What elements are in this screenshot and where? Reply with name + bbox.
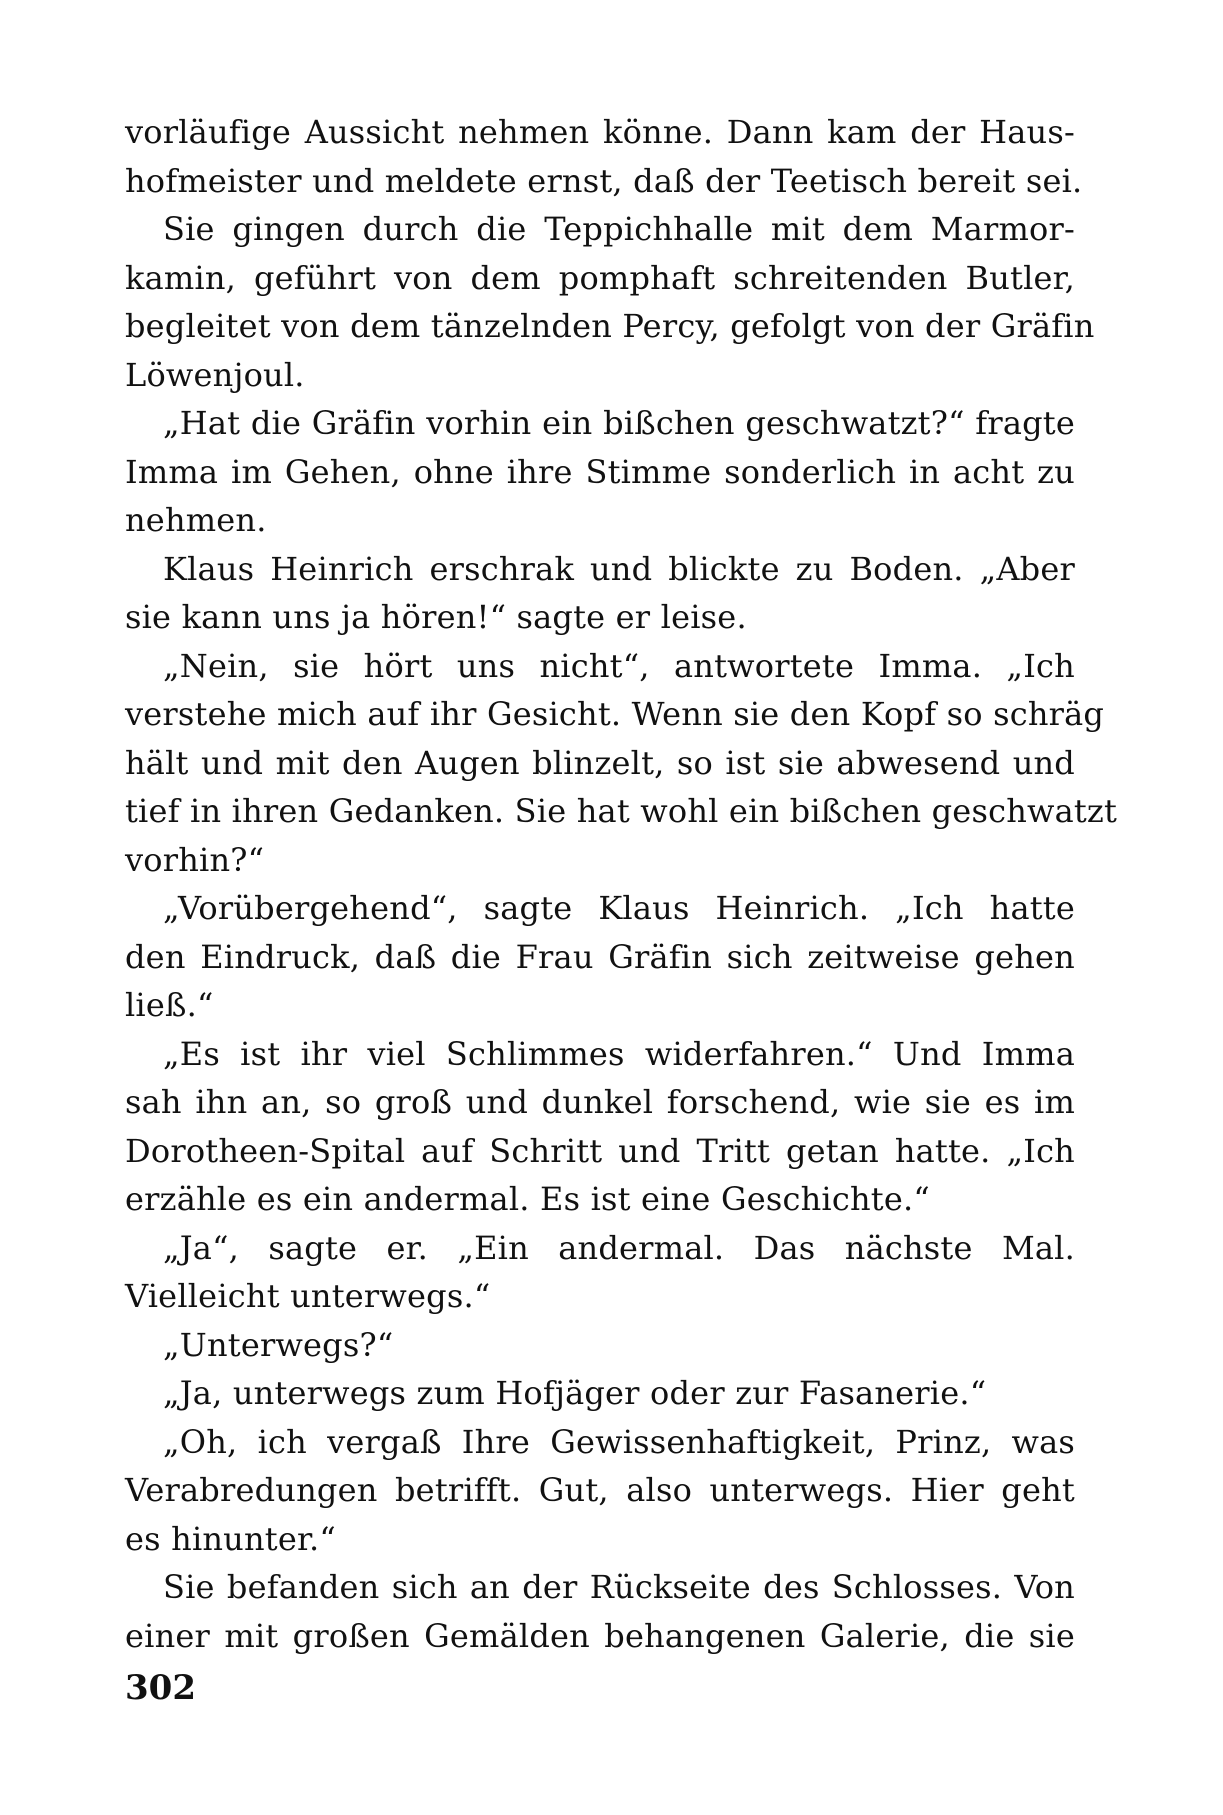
text-line: „Ja, unterwegs zum Hofjäger oder zur Fasanerie.“ [163,1374,987,1412]
text-line: nehmen. [125,501,267,539]
text-line: „Ja“, sagte er. „Ein andermal. Das nächste Mal. [163,1228,1075,1267]
text-line: Vielleicht unterwegs.“ [125,1277,491,1315]
text-line: ließ.“ [125,986,214,1024]
page-body [125,108,1118,1660]
text-line: Imma im Gehen, ohne ihre Stimme sonderlich in acht zu [125,452,1075,491]
text-line: den Eindruck, daß die Frau Gräfin sich zeitweise gehen [125,937,1075,976]
text-line: Dorotheen-Spital auf Schritt und Tritt getan hatte. „Ich [125,1131,1075,1170]
text-line: „Hat die Gräfin vorhin ein bißchen geschwatzt?“ fragte [163,404,1075,442]
text-line: sah ihn an, so groß und dunkel forschend, wie sie es im [125,1083,1075,1121]
text-line: „Nein, sie hört uns nicht“, antwortete Imma. „Ich [163,646,1075,685]
text-line: tief in ihren Gedanken. Sie hat wohl ein bißchen geschwatzt [125,792,1118,830]
text-line: kamin, geführt von dem pomphaft schreitenden Butler, [125,258,1075,297]
text-line: Verabredungen betrifft. Gut, also unterwegs. Hier geht [125,1471,1075,1509]
text-line: Klaus Heinrich erschrak und blickte zu Boden. „Aber [163,549,1075,588]
text-line: „Unterwegs?“ [163,1325,394,1364]
text-line: „Oh, ich vergaß Ihre Gewissenhaftigkeit, Prinz, was [163,1422,1075,1461]
text-line: vorhin?“ [125,840,265,879]
page-number: 302 [125,1668,196,1708]
text-line: hält und mit den Augen blinzelt, so ist sie abwesend und [125,743,1075,782]
text-line: hofmeister und meldete ernst, daß der Teetisch bereit sei. [125,161,1083,200]
text-line: erzähle es ein andermal. Es ist eine Geschichte.“ [125,1180,930,1218]
text-line: es hinunter.“ [125,1519,336,1558]
text-line: begleitet von dem tänzelnden Percy, gefolgt von der Gräfin [125,307,1095,345]
text-line: „Es ist ihr viel Schlimmes widerfahren.“ Und Imma [163,1034,1075,1073]
text-line: sie kann uns ja hören!“ sagte er leise. [125,598,747,636]
text-line: Löwenjoul. [125,355,305,394]
text-line: vorläufige Aussicht nehmen könne. Dann kam der Haus- [125,113,1075,151]
text-line: verstehe mich auf ihr Gesicht. Wenn sie den Kopf so schräg [125,695,1105,733]
text-line: Sie gingen durch die Teppichhalle mit dem Marmor- [163,210,1075,248]
text-line: Sie befanden sich an der Rückseite des Schlosses. Von [163,1568,1075,1606]
text-line: einer mit großen Gemälden behangenen Galerie, die sie [125,1616,1075,1655]
text-line: „Vorübergehend“, sagte Klaus Heinrich. „Ich hatte [163,889,1075,927]
